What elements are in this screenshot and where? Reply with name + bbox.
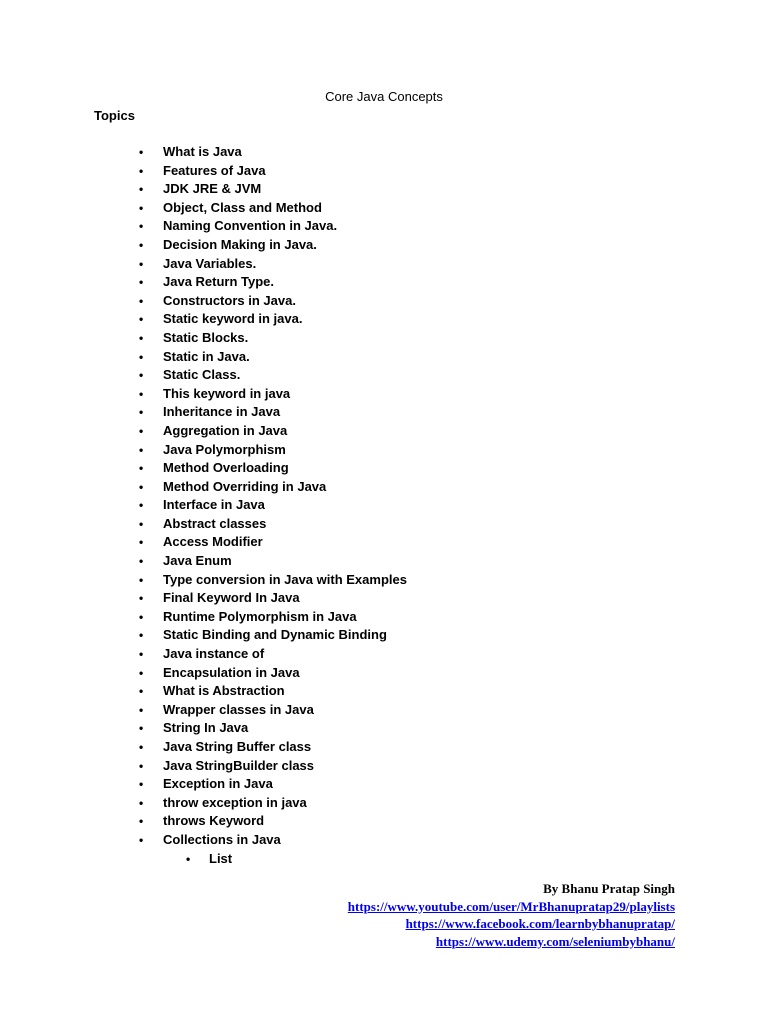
list-item-label: throws Keyword: [163, 813, 265, 829]
list-item-label: Access Modifier: [163, 534, 263, 550]
list-item: [0, 459, 407, 478]
list-item: [0, 719, 407, 738]
bullet-icon: •: [139, 777, 144, 792]
list-item: [0, 310, 407, 329]
list-item-label: Abstract classes: [163, 515, 267, 531]
list-item-label: Decision Making in Java.: [163, 236, 317, 252]
list-item-label: Method Overloading: [163, 460, 289, 476]
bullet-icon: •: [139, 498, 144, 513]
list-item-label: Java Polymorphism: [163, 441, 286, 457]
list-item: [0, 366, 407, 385]
list-item: [0, 329, 407, 348]
bullet-icon: •: [139, 275, 144, 290]
list-item-label: Runtime Polymorphism in Java: [163, 608, 357, 624]
bullet-icon: •: [139, 684, 144, 699]
list-item-label: Static in Java.: [163, 348, 250, 364]
list-item: [0, 608, 407, 627]
bullet-icon: •: [139, 479, 144, 494]
list-item: [0, 831, 407, 850]
list-item-label: JDK JRE & JVM: [163, 181, 262, 197]
bullet-icon: •: [139, 293, 144, 308]
list-item: [0, 515, 407, 534]
bullet-icon: •: [139, 814, 144, 829]
udemy-link[interactable]: https://www.udemy.com/seleniumbybhanu/: [435, 933, 675, 949]
list-item-label: throw exception in java: [163, 794, 307, 810]
author-line: By Bhanu Pratap Singh: [543, 881, 675, 896]
list-item: [0, 217, 407, 236]
list-item-label: Constructors in Java.: [163, 292, 296, 308]
bullet-icon: •: [139, 312, 144, 327]
list-item: [0, 143, 407, 162]
list-item: [0, 273, 407, 292]
list-item: [0, 645, 407, 664]
list-item-label: Java StringBuilder class: [163, 757, 315, 773]
facebook-link[interactable]: https://www.facebook.com/learnbybhanupratap/: [405, 916, 675, 931]
list-item: [0, 812, 407, 831]
list-item-label: What is Abstraction: [163, 683, 285, 699]
bullet-icon: •: [139, 572, 144, 587]
list-item: [0, 422, 407, 441]
list-item: [0, 385, 407, 404]
bullet-icon: •: [139, 368, 144, 383]
bullet-icon: •: [139, 405, 144, 420]
list-item: [0, 775, 407, 794]
topics-heading: Topics: [94, 108, 135, 123]
list-item-label: Interface in Java: [163, 497, 265, 513]
list-item-label: Java String Buffer class: [163, 739, 312, 754]
bullet-icon: •: [139, 461, 144, 476]
bullet-icon: •: [139, 442, 144, 457]
bullet-icon: •: [139, 423, 144, 438]
bullet-icon: •: [139, 591, 144, 606]
bullet-icon: •: [139, 219, 144, 234]
bullet-icon: •: [139, 665, 144, 680]
sub-list-item-label: List: [209, 850, 233, 866]
list-item-label: Static Class.: [163, 367, 241, 383]
list-item: [0, 236, 407, 255]
list-item-label: Java Variables.: [163, 255, 257, 271]
bullet-icon: •: [139, 330, 144, 345]
bullet-icon: •: [139, 832, 144, 847]
list-item-label: Collections in Java: [163, 831, 281, 847]
list-item-label: Type conversion in Java with Examples: [163, 571, 407, 587]
list-item: [0, 441, 407, 460]
bullet-icon: •: [139, 237, 144, 252]
bullet-icon: •: [139, 647, 144, 662]
bullet-icon: •: [139, 516, 144, 531]
list-item-label: Object, Class and Method: [163, 199, 322, 215]
list-item-label: Inheritance in Java: [163, 404, 281, 420]
list-item-label: Wrapper classes in Java: [163, 701, 314, 717]
list-item: [0, 478, 407, 497]
list-item: [0, 496, 407, 515]
list-item-label: Naming Convention in Java.: [163, 218, 338, 234]
list-item: [0, 757, 407, 776]
bullet-icon: •: [139, 535, 144, 550]
list-item: [0, 589, 407, 608]
list-item: [0, 626, 407, 645]
bullet-icon: •: [139, 386, 144, 401]
list-item-label: Static Blocks.: [163, 329, 249, 345]
list-item: [0, 794, 407, 813]
list-item: [0, 180, 407, 199]
list-item: [0, 571, 407, 590]
bullet-icon: •: [139, 182, 144, 197]
list-item: [0, 664, 407, 683]
list-item: [0, 682, 407, 701]
list-item-label: Features of Java: [163, 162, 266, 178]
list-item-label: String In Java: [163, 720, 249, 736]
bullet-icon: •: [139, 200, 144, 215]
list-item-label: Exception in Java: [163, 776, 273, 792]
youtube-link[interactable]: https://www.youtube.com/user/MrBhanupratap29/playlists: [347, 898, 675, 914]
bullet-icon: •: [139, 702, 144, 717]
bullet-icon: •: [139, 758, 144, 773]
bullet-icon: •: [139, 349, 144, 364]
list-item: [0, 701, 407, 720]
list-item: [0, 255, 407, 274]
list-item: [0, 292, 407, 311]
list-item: [0, 403, 407, 422]
list-item-label: This keyword in java: [163, 385, 291, 401]
bullet-icon: •: [139, 554, 144, 569]
bullet-icon: •: [186, 851, 191, 866]
list-item-label: Encapsulation in Java: [163, 664, 300, 680]
list-item: [0, 199, 407, 218]
footer: [348, 880, 675, 950]
list-item: [0, 738, 407, 757]
list-item-label: What is Java: [163, 144, 242, 159]
list-item: [0, 552, 407, 571]
list-item-label: Static keyword in java.: [163, 311, 303, 327]
list-item: [0, 533, 407, 552]
bullet-icon: •: [139, 256, 144, 271]
list-item-label: Java Return Type.: [163, 274, 275, 290]
list-item: [0, 162, 407, 181]
bullet-icon: •: [139, 795, 144, 810]
list-item-label: Static Binding and Dynamic Binding: [163, 627, 387, 643]
bullet-icon: •: [139, 721, 144, 736]
list-item-label: Final Keyword In Java: [163, 590, 300, 606]
list-item-label: Java Enum: [163, 553, 232, 569]
bullet-icon: •: [139, 145, 144, 159]
list-item-label: Aggregation in Java: [163, 422, 288, 438]
list-item-label: Java instance of: [163, 646, 265, 662]
bullet-icon: •: [139, 628, 144, 643]
bullet-icon: •: [139, 163, 144, 178]
list-item-label: Method Overriding in Java: [163, 478, 327, 494]
topic-list: [0, 143, 407, 868]
list-item: [0, 348, 407, 367]
document-title: Core Java Concepts: [325, 89, 443, 104]
bullet-icon: •: [139, 609, 144, 624]
bullet-icon: •: [139, 740, 144, 754]
sub-list-item: [0, 850, 407, 869]
